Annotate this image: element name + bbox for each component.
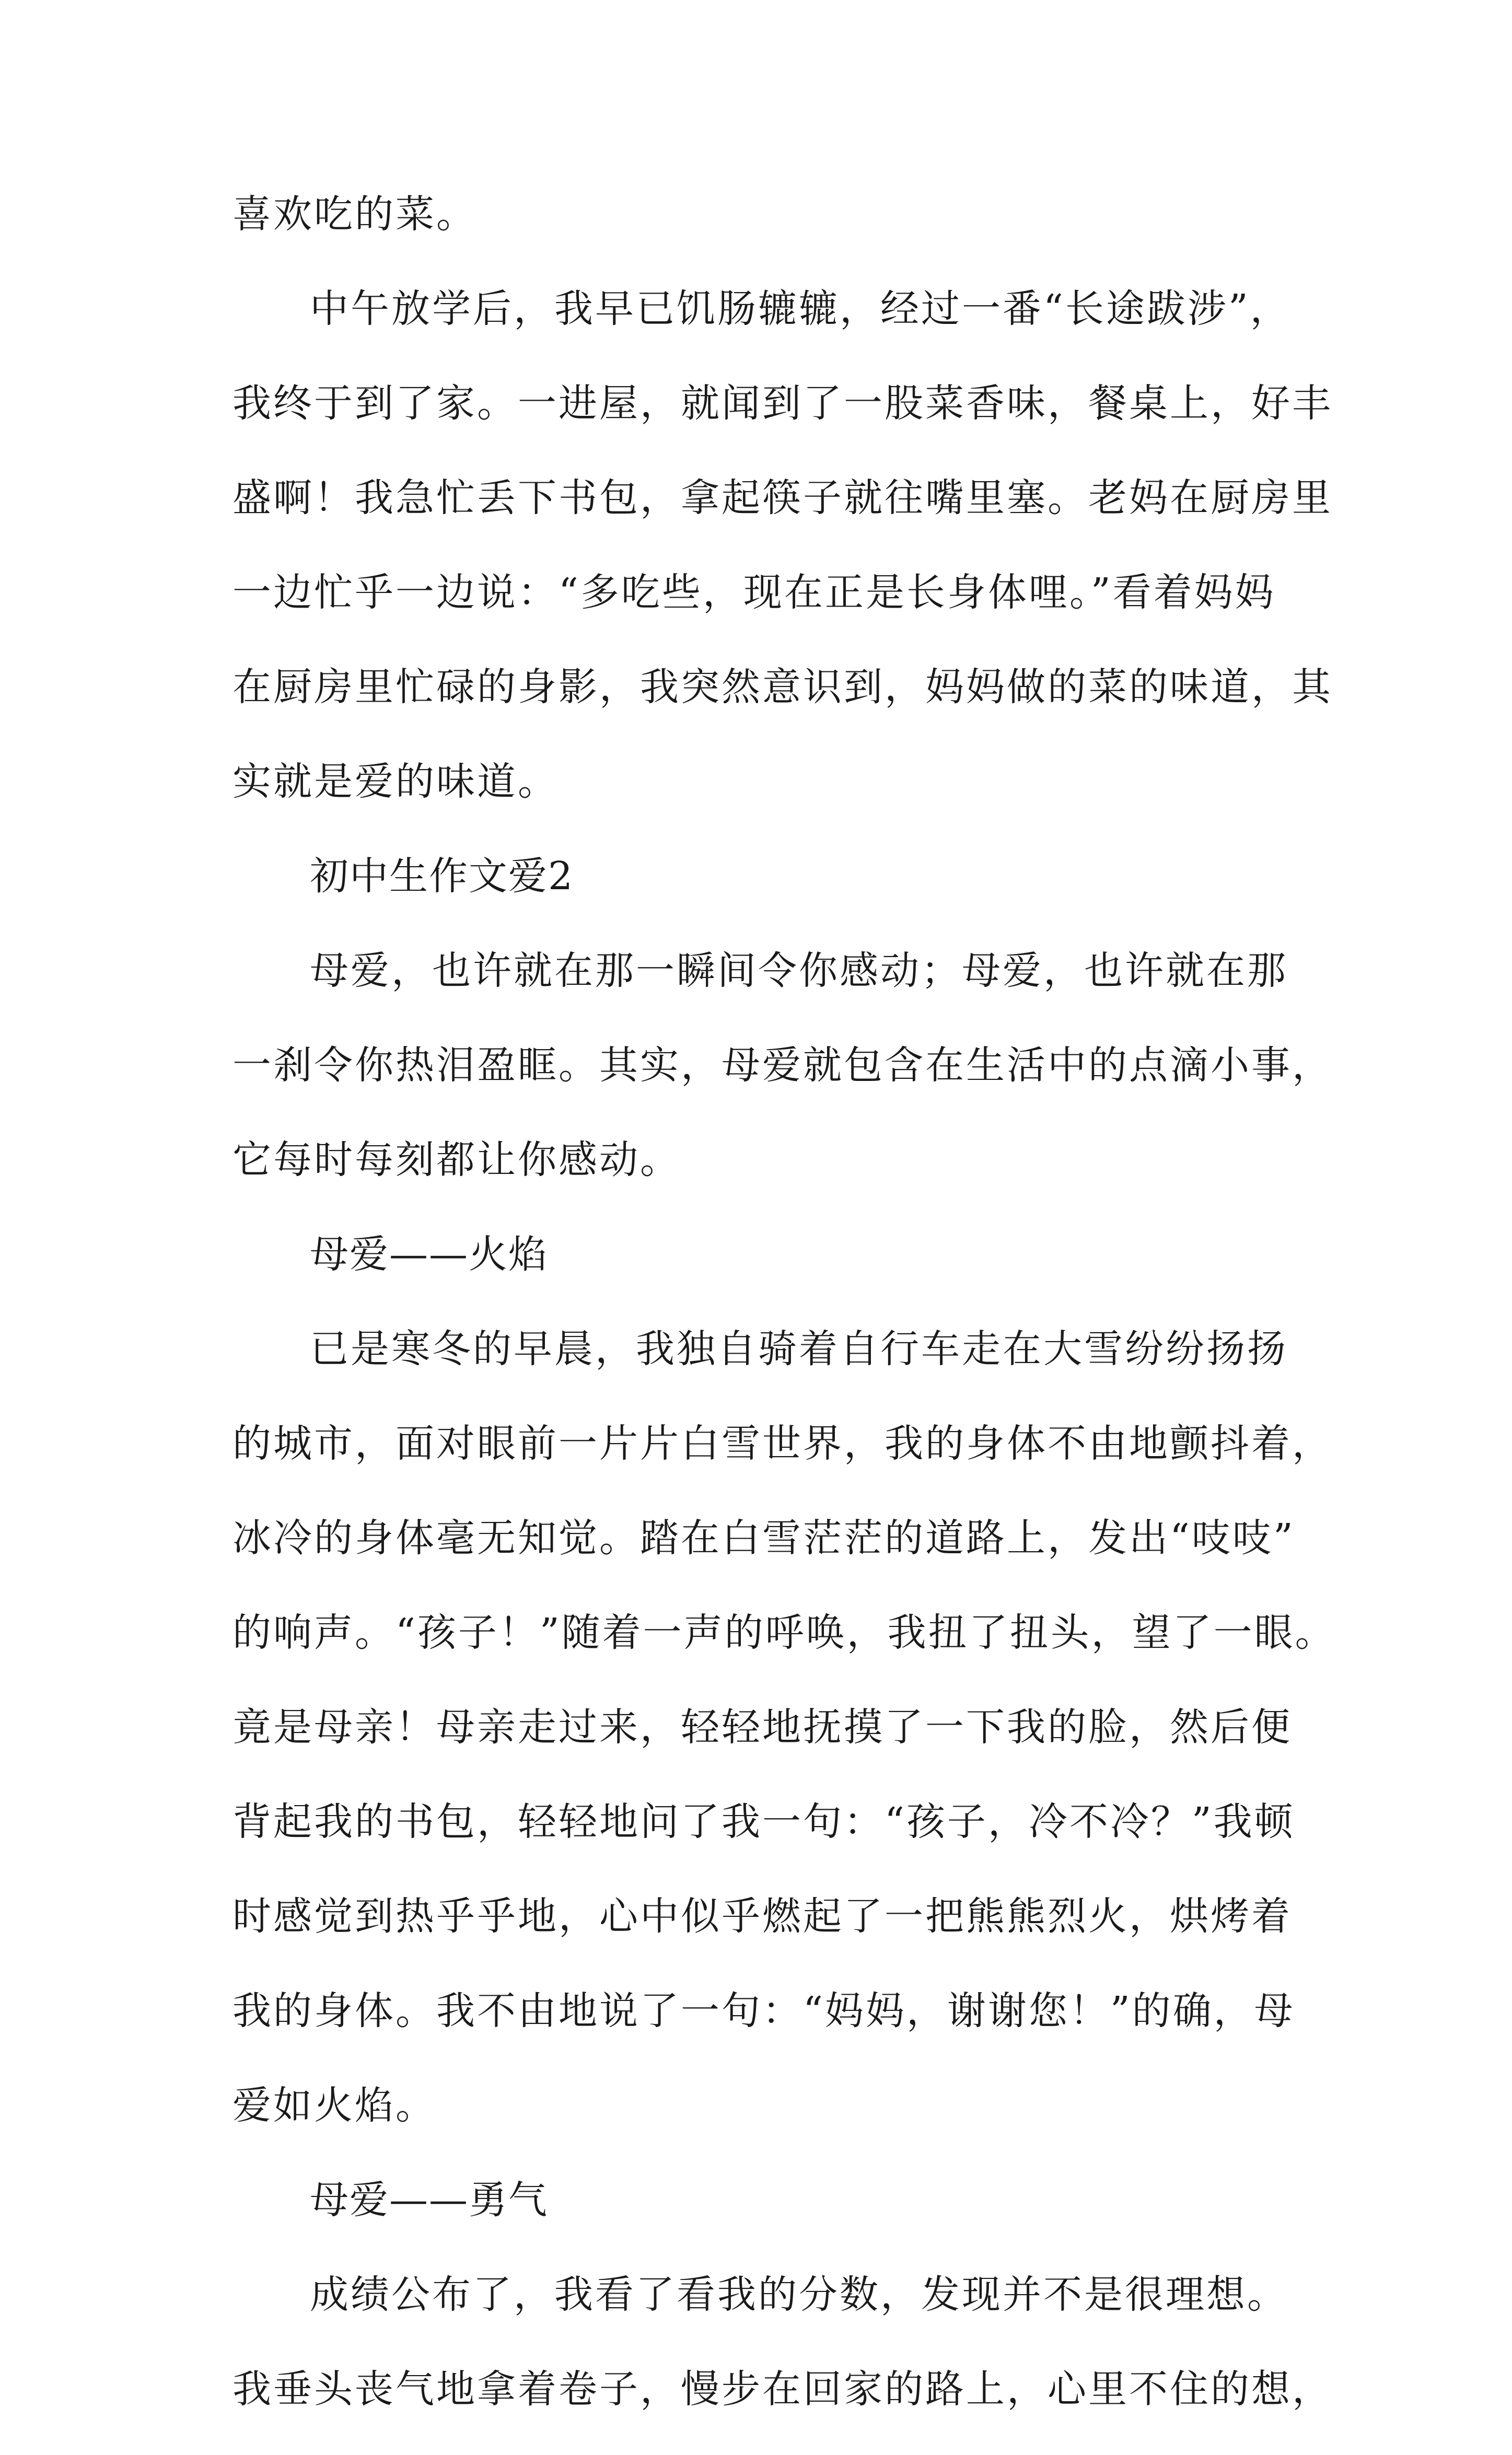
text-line: 的响声。“孩子！”随着一声的呼唤，我扭了扭头，望了一眼。 — [232, 1610, 1336, 1655]
section-heading: 母爱——勇气 — [310, 2178, 548, 2223]
paragraph-start: 已是寒冬的早晨，我独自骑着自行车走在大雪纷纷扬扬 — [310, 1327, 1288, 1371]
text-line: 我垂头丧气地拿着卷子，慢步在回家的路上，心里不住的想， — [232, 2367, 1333, 2412]
paragraph-start: 成绩公布了，我看了看我的分数，发现并不是很理想。 — [310, 2272, 1288, 2317]
text-line: 一边忙乎一边说：“多吃些，现在正是长身体哩。”看着妈妈 — [232, 570, 1276, 615]
text-line: 竟是母亲！母亲走过来，轻轻地抚摸了一下我的脸，然后便 — [232, 1705, 1292, 1750]
text-line: 爱如火焰。 — [232, 2083, 436, 2128]
text-line: 我终于到了家。一进屋，就闻到了一股菜香味，餐桌上，好丰 — [232, 381, 1333, 426]
text-line: 时感觉到热乎乎地，心中似乎燃起了一把熊熊烈火，烘烤着 — [232, 1894, 1292, 1939]
section-heading: 母爱——火焰 — [310, 1232, 548, 1277]
text-line: 一刹令你热泪盈眶。其实，母爱就包含在生活中的点滴小事， — [232, 1043, 1333, 1088]
essay-title: 初中生作文爱2 — [310, 854, 574, 899]
essay-body — [232, 185, 1336, 2455]
text-line: 背起我的书包，轻轻地问了我一句：“孩子，冷不冷？”我顿 — [232, 1799, 1295, 1844]
text-line: 的城市，面对眼前一片片白雪世界，我的身体不由地颤抖着， — [232, 1421, 1333, 1466]
text-line: 冰冷的身体毫无知觉。踏在白雪茫茫的道路上，发出“吱吱” — [232, 1516, 1295, 1561]
text-line: 在厨房里忙碌的身影，我突然意识到，妈妈做的菜的味道，其 — [232, 665, 1333, 709]
paragraph-start: 母爱，也许就在那一瞬间令你感动；母爱，也许就在那 — [310, 948, 1288, 993]
text-line: 实就是爱的味道。 — [232, 759, 559, 804]
text-line: 盛啊！我急忙丢下书包，拿起筷子就往嘴里塞。老妈在厨房里 — [232, 475, 1333, 520]
paragraph-start: 中午放学后，我早已饥肠辘辘，经过一番“长途跋涉”， — [310, 286, 1291, 331]
text-line: 它每时每刻都让你感动。 — [232, 1137, 681, 1182]
text-line: 我的身体。我不由地说了一句：“妈妈，谢谢您！”的确，母 — [232, 1988, 1295, 2033]
text-line: 喜欢吃的菜。 — [232, 192, 477, 237]
